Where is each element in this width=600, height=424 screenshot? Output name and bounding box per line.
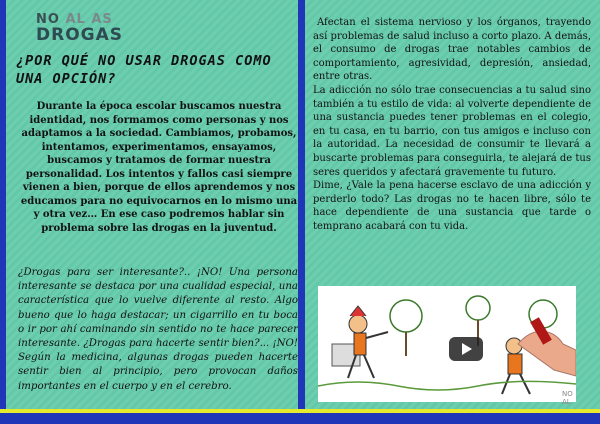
logo-line1: NO AL AS — [36, 12, 113, 27]
page-title: ¿POR QUÉ NO USAR DROGAS COMO UNA OPCIÓN? — [16, 53, 272, 87]
right-paragraph-3: Dime, ¿Vale la pena hacerse esclavo de una adicción y perderlo todo? Las drogas no te hacen libre, sólo te hace dependiente de una sustancia que tarde o temprano acabará con tu vida. — [313, 180, 591, 232]
play-button[interactable] — [449, 337, 483, 361]
center-gutter — [298, 0, 305, 409]
body-paragraph-left: ¿Drogas para ser interesante?.. ¡NO! Una persona interesante se destaca por una cualidad especial, una característica que lo vuelve diferente al resto. Algo bueno que lo haga destacar; un cigarrillo en tu boca o ir por ahí caminando sin sentido no te hace parecer interesante. ¿Drogas para hacerte sentir bien?... ¡NO! Según la medicina, algunas drogas pueden hacerte sentir bien al principio, pero provocan daños importantes en el cuerpo y en el cerebro. — [18, 267, 298, 392]
right-paragraph-2: La adicción no sólo trae consecuencias a tu salud sino también a tu estilo de vida: al volverte dependiente de una sustancia puedes tener problemas en el colegio, en tu casa, en tu barrio, con tus amigos e incluso con la autoridad. La necesidad de consumir te llevará a buscarte problemas para conseguirla, te alejará de tus seres queridos y afectará gravemente tu futuro. — [313, 84, 591, 178]
logo — [36, 12, 126, 45]
left-page — [6, 0, 298, 409]
logo-line2: DROGAS — [36, 25, 124, 45]
embedded-video[interactable] — [318, 286, 576, 406]
right-text-block — [313, 16, 591, 234]
right-paragraph-1: Afectan el sistema nervioso y los órganos, trayendo así problemas de salud incluso a corto plazo. A demás, el consumo de drogas trae notables cambios de comportamiento, agresividad, depresión, ansiedad, entre otras. — [313, 17, 591, 83]
bottom-border — [0, 413, 600, 424]
intro-paragraph: Durante la época escolar buscamos nuestra identidad, nos formamos como personas y nos adaptamos a la sociedad. Cambiamos, probamos, intentamos, experimentamos, ensayamos, buscamos y tratamos de formar nuestra personalidad. Los intentos y fallos casi siempre vienen a bien, porque de ellos aprendemos y nos educamos para no equivocarnos en lo mismo una y otra vez… En ese caso podremos hablar sin problema sobre las drogas en la juventud. — [20, 101, 298, 234]
video-illustration — [318, 286, 576, 402]
video-watermark: NO AL — [562, 390, 573, 406]
